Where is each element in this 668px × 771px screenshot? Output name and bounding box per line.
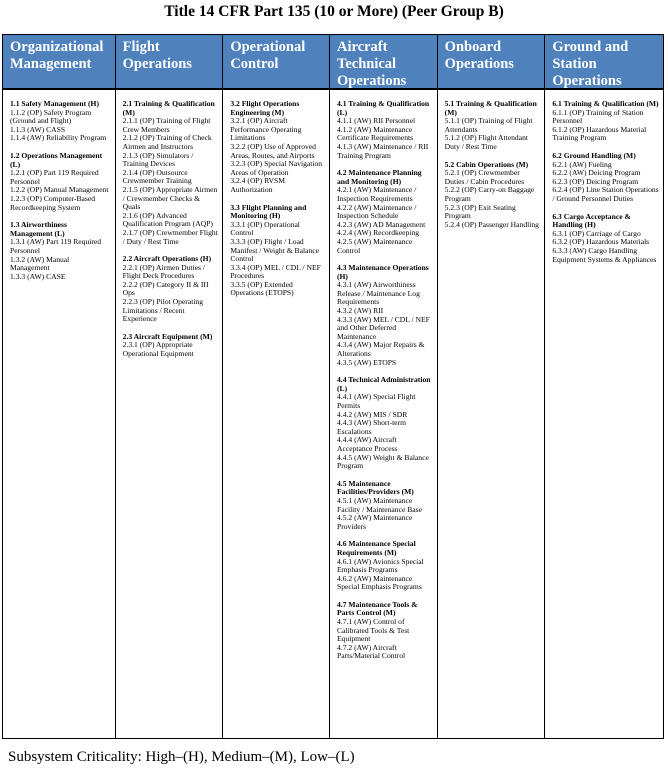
subsystem-group — [552, 213, 659, 265]
element-item: 2.2.1 (OP) Airmen Duties / Flight Deck Procedures — [122, 262, 205, 281]
element-item: 4.3.1 (AW) Airworthiness Release / Maintenance Log Requirements — [337, 280, 420, 307]
element-item: 4.3.2 (AW) RII — [337, 306, 384, 316]
element-item: 2.3.1 (OP) Appropriate Operational Equipment — [122, 340, 194, 359]
element-item: 1.1.3 (AW) CASS — [10, 124, 66, 134]
column-header: Operational Control — [223, 35, 329, 90]
subsystem-heading: 2.2 Aircraft Operations (H) — [122, 254, 212, 264]
subsystem-heading: 4.3 Maintenance Operations (H) — [337, 263, 429, 281]
table-column — [438, 35, 546, 738]
subsystem-group — [10, 100, 111, 143]
element-item: 1.3.2 (AW) Manual Management — [10, 254, 70, 273]
subsystem-heading: 6.1 Training & Qualification (M) — [552, 99, 659, 108]
subsystem-group — [337, 376, 433, 471]
subsystem-group — [10, 221, 111, 281]
element-item: 4.1.1 (AW) RII Personnel — [337, 116, 416, 126]
peer-group-table — [2, 34, 664, 739]
subsystem-group — [123, 333, 219, 359]
subsystem-heading: 3.3 Flight Planning and Monitoring (H) — [230, 202, 307, 221]
element-item: 4.1.2 (AW) Maintenance Certificate Requirements — [337, 124, 414, 143]
element-item: 2.2.2 (OP) Category II & III Ops — [122, 279, 209, 298]
element-item: 4.6.2 (AW) Maintenance Special Emphasis Programs — [337, 573, 422, 592]
element-item: 4.7.2 (AW) Aircraft Parts/Material Control — [337, 642, 406, 661]
element-item: 4.2.5 (AW) Maintenance Control — [337, 236, 413, 255]
table-column — [330, 35, 438, 738]
subsystem-group — [230, 100, 325, 195]
element-item: 2.2.3 (OP) Pilot Operating Limitations / Recent Experience — [122, 297, 204, 324]
element-item: 6.3.3 (AW) Cargo Handling Equipment Systems & Appliances — [552, 245, 657, 264]
element-item: 5.2.4 (OP) Passenger Handling — [444, 219, 539, 229]
element-item: 1.1.2 (OP) Safety Program (Ground and Flight) — [10, 107, 92, 126]
column-header: Flight Operations — [116, 35, 223, 90]
element-item: 4.3.4 (AW) Major Repairs & Alterations — [337, 340, 425, 359]
element-item: 4.4.3 (AW) Short-term Escalations — [337, 418, 406, 436]
element-item: 6.2.4 (OP) Line Station Operations / Ground Personnel Duties — [552, 185, 659, 203]
element-item: 6.2.3 (OP) Deicing Program — [552, 176, 639, 186]
element-item: 3.2.1 (OP) Aircraft Performance Operating Limitations — [230, 116, 302, 143]
element-item: 4.4.1 (AW) Special Flight Permits — [337, 392, 416, 410]
subsystem-heading: 6.3 Cargo Acceptance & Handling (H) — [552, 211, 631, 230]
subsystem-heading: 6.2 Ground Handling (M) — [552, 150, 636, 160]
element-item: 4.5.2 (AW) Maintenance Providers — [337, 513, 413, 531]
element-item: 1.3.3 (AW) CASE — [10, 271, 66, 281]
element-item: 2.1.4 (OP) Outsource Crewmember Training — [122, 167, 192, 186]
subsystem-heading: 2.1 Training & Qualification (M) — [122, 99, 215, 117]
subsystem-group — [10, 152, 111, 212]
element-item: 4.4.5 (AW) Weight & Balance Program — [337, 452, 429, 471]
element-item: 6.2.2 (AW) Deicing Program — [552, 168, 641, 178]
subsystem-heading: 2.3 Aircraft Equipment (M) — [122, 331, 213, 341]
element-item: 6.2.1 (AW) Fueling — [552, 159, 612, 169]
column-header: Ground and Station Operations — [545, 35, 663, 90]
element-item: 4.2.1 (AW) Maintenance / Inspection Requirements — [337, 185, 417, 203]
element-item: 2.1.1 (OP) Training of Flight Crew Members — [122, 116, 211, 134]
element-item: 1.2.3 (OP) Computer-Based Recordkeeping System — [10, 193, 96, 212]
subsystem-group — [337, 601, 433, 661]
element-item: 3.3.5 (OP) Extended Operations (ETOPS) — [230, 279, 294, 298]
element-item: 6.1.2 (OP) Hazardous Material Training Program — [552, 124, 647, 143]
element-item: 5.2.1 (OP) Crewmember Duties / Cabin Procedures — [444, 168, 525, 186]
subsystem-group — [445, 161, 541, 230]
subsystem-heading: 4.5 Maintenance Facilities/Providers (M) — [337, 478, 414, 497]
element-item: 5.2.3 (OP) Exit Seating Program — [444, 202, 516, 221]
element-item: 4.2.4 (AW) Recordkeeping — [337, 228, 420, 238]
subsystem-heading: 1.2 Operations Management (L) — [10, 150, 103, 169]
column-header: Aircraft Technical Operations — [330, 35, 437, 90]
element-item: 6.3.1 (OP) Carriage of Cargo — [552, 228, 641, 238]
subsystem-group — [552, 100, 659, 143]
subsystem-group — [230, 204, 325, 299]
element-item: 2.1.2 (OP) Training of Check Airmen and Instructors — [122, 133, 212, 151]
element-item: 3.2.2 (OP) Use of Approved Areas, Routes, and Airports — [230, 141, 316, 160]
subsystem-heading: 4.2 Maintenance Planning and Monitoring (H) — [337, 168, 422, 186]
element-item: 4.6.1 (AW) Avionics Special Emphasis Programs — [337, 556, 424, 575]
subsystem-heading: 4.1 Training & Qualification (L) — [337, 99, 430, 117]
table-column — [3, 35, 116, 738]
subsystem-group — [337, 540, 433, 592]
subsystem-group — [337, 480, 433, 532]
subsystem-heading: 4.4 Technical Administration (L) — [337, 375, 431, 393]
element-item: 4.3.3 (AW) MEL / CDL / NEF and Other Deferred Maintenance — [337, 314, 430, 341]
element-item: 1.3.1 (AW) Part 119 Required Personnel — [10, 237, 102, 255]
element-item: 4.2.3 (AW) AD Management — [337, 219, 426, 229]
column-body — [330, 90, 437, 738]
element-item: 1.2.2 (OP) Manual Management — [10, 185, 109, 195]
table-column — [116, 35, 224, 738]
element-item: 4.1.3 (AW) Maintenance / RII Training Program — [337, 141, 429, 160]
element-item: 3.2.3 (OP) Special Navigation Areas of Operation — [230, 159, 323, 177]
element-item: 4.7.1 (AW) Control of Calibrated Tools & Test Equipment — [337, 617, 410, 644]
element-item: 6.3.2 (OP) Hazardous Materials — [552, 237, 650, 247]
subsystem-group — [337, 100, 433, 160]
subsystem-heading: 4.7 Maintenance Tools & Parts Control (M) — [337, 599, 418, 618]
element-item: 2.1.6 (OP) Advanced Qualification Program (AQP) — [122, 210, 213, 229]
column-body — [438, 90, 545, 738]
page-title: Title 14 CFR Part 135 (10 or More) (Peer Group B) — [164, 3, 504, 20]
element-item: 2.1.5 (OP) Appropriate Airmen / Crewmember Checks & Quals — [122, 184, 218, 212]
element-item: 3.3.3 (OP) Flight / Load Manifest / Weight & Balance Control — [230, 236, 319, 264]
subsystem-group — [445, 100, 541, 152]
element-item: 1.2.1 (OP) Part 119 Required Personnel — [10, 168, 99, 186]
criticality-legend: Subsystem Criticality: High–(H), Medium–(M), Low–(L) — [8, 749, 355, 765]
element-item: 4.4.2 (AW) MIS / SDR — [337, 409, 408, 419]
element-item: 6.1.1 (OP) Training of Station Personnel — [552, 107, 644, 126]
element-item: 3.2.4 (OP) RVSM Authorization — [230, 176, 285, 194]
subsystem-heading: 5.1 Training & Qualification (M) — [444, 99, 537, 117]
table-column — [545, 35, 663, 738]
element-item: 4.5.1 (AW) Maintenance Facility / Maintenance Base — [337, 495, 422, 514]
subsystem-group — [337, 169, 433, 255]
element-item: 5.1.2 (OP) Flight Attendant Duty / Rest Time — [444, 133, 528, 151]
subsystem-group — [123, 100, 219, 246]
element-item: 4.4.4 (AW) Aircraft Acceptance Process — [337, 435, 398, 453]
element-item: 1.1.4 (AW) Reliability Program — [10, 133, 107, 143]
element-item: 2.1.3 (OP) Simulators / Training Devices — [122, 150, 194, 169]
subsystem-heading: 3.2 Flight Operations Engineering (M) — [230, 99, 300, 117]
element-item: 4.3.5 (AW) ETOPS — [337, 357, 397, 367]
column-body — [116, 90, 223, 738]
column-header: Organizational Management — [3, 35, 115, 90]
column-body — [3, 90, 115, 738]
column-body — [545, 90, 663, 738]
element-item: 3.3.4 (OP) MEL / CDL / NEF Procedures — [230, 262, 321, 281]
element-item: 4.2.2 (AW) Maintenance / Inspection Schedule — [337, 202, 417, 221]
element-item: 2.1.7 (OP) Crewmember Flight / Duty / Rest Time — [122, 227, 218, 246]
subsystem-heading: 4.6 Maintenance Special Requirements (M) — [337, 539, 416, 557]
subsystem-group — [123, 255, 219, 324]
subsystem-heading: 1.3 Airworthiness Management (L) — [10, 220, 67, 238]
subsystem-heading: 5.2 Cabin Operations (M) — [444, 159, 529, 169]
subsystem-group — [337, 264, 433, 367]
column-header: Onboard Operations — [438, 35, 545, 90]
subsystem-heading: 1.1 Safety Management (H) — [10, 99, 99, 108]
element-item: 5.2.2 (OP) Carry-on Baggage Program — [444, 185, 535, 203]
table-column — [223, 35, 330, 738]
element-item: 5.1.1 (OP) Training of Flight Attendants — [444, 116, 533, 134]
column-body — [223, 90, 329, 738]
element-item: 3.3.1 (OP) Operational Control — [230, 219, 300, 238]
subsystem-group — [552, 152, 659, 204]
